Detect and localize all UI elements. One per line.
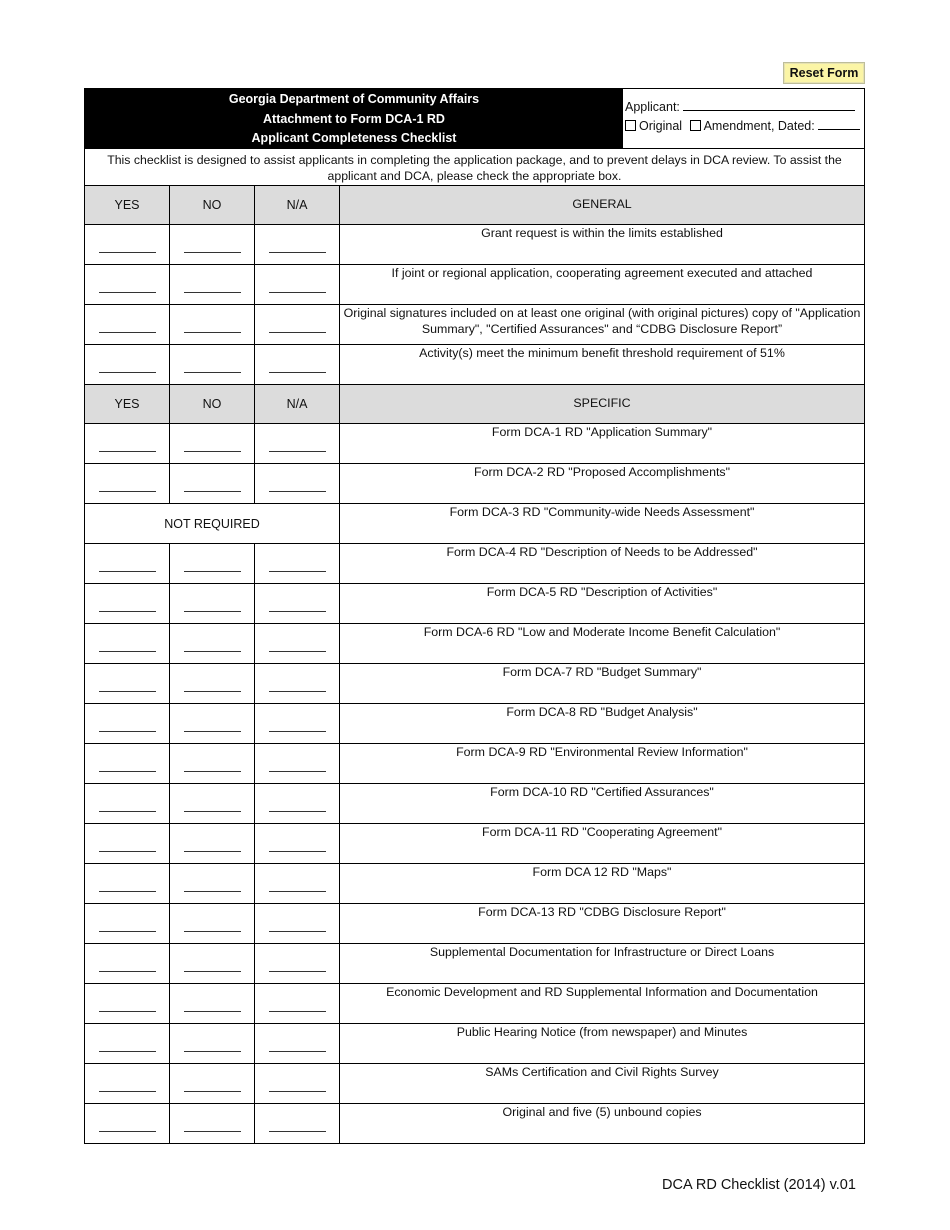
na-cell xyxy=(255,904,340,943)
na-cell xyxy=(255,424,340,463)
checklist-row xyxy=(85,904,864,944)
intro-text: This checklist is designed to assist applicants in completing the application package, and to prevent delays in DCA review. To assist the applicant and DCA, please check the appropriate box. xyxy=(85,148,864,186)
na-cell xyxy=(255,1104,340,1143)
item-description: Form DCA-13 RD "CDBG Disclosure Report" xyxy=(478,905,726,919)
checklist-row xyxy=(85,464,864,504)
footer-version: DCA RD Checklist (2014) v.01 xyxy=(662,1177,856,1193)
checklist-form xyxy=(84,88,865,1144)
yes-check-field[interactable] xyxy=(99,1051,156,1052)
yes-check-field[interactable] xyxy=(99,651,156,652)
item-description: Form DCA 12 RD "Maps" xyxy=(532,865,672,879)
item-description: Public Hearing Notice (from newspaper) and Minutes xyxy=(456,1025,748,1039)
applicant-label: Applicant: xyxy=(625,100,680,114)
checklist-row xyxy=(85,305,864,345)
no-check-field[interactable] xyxy=(184,1131,241,1132)
no-check-field[interactable] xyxy=(184,891,241,892)
na-check-field[interactable] xyxy=(269,1051,326,1052)
item-description: Form DCA-3 RD "Community-wide Needs Assessment" xyxy=(449,505,755,519)
yes-check-field[interactable] xyxy=(99,1131,156,1132)
na-check-field[interactable] xyxy=(269,611,326,612)
no-check-field[interactable] xyxy=(184,292,241,293)
na-check-field[interactable] xyxy=(269,891,326,892)
checklist-row xyxy=(85,824,864,864)
na-cell xyxy=(255,1024,340,1063)
checklist-row xyxy=(85,664,864,704)
yes-cell xyxy=(85,664,170,703)
checklist-row xyxy=(85,544,864,584)
no-check-field[interactable] xyxy=(184,372,241,373)
yes-cell xyxy=(85,904,170,943)
no-check-field[interactable] xyxy=(184,1091,241,1092)
title-line-1: Georgia Department of Community Affairs xyxy=(228,92,480,106)
na-cell xyxy=(255,624,340,663)
item-description: Form DCA-8 RD "Budget Analysis" xyxy=(506,705,698,719)
no-check-field[interactable] xyxy=(184,651,241,652)
checklist-row xyxy=(85,1104,864,1144)
checklist-row xyxy=(85,345,864,385)
column-no: NO xyxy=(170,385,255,423)
item-description: SAMs Certification and Civil Rights Survey xyxy=(485,1065,719,1079)
no-cell xyxy=(170,944,255,983)
yes-cell xyxy=(85,424,170,463)
column-no: NO xyxy=(170,186,255,224)
na-cell xyxy=(255,704,340,743)
item-description: Form DCA-1 RD "Application Summary" xyxy=(491,425,713,439)
no-cell xyxy=(170,744,255,783)
item-description: Activity(s) meet the minimum benefit threshold requirement of 51% xyxy=(419,346,785,360)
item-description: Form DCA-7 RD "Budget Summary" xyxy=(502,665,702,679)
yes-cell xyxy=(85,784,170,823)
item-description: If joint or regional application, cooperating agreement executed and attached xyxy=(391,266,813,280)
item-description: Form DCA-9 RD "Environmental Review Information" xyxy=(456,745,748,759)
section-title: SPECIFIC xyxy=(573,396,631,411)
yes-check-field[interactable] xyxy=(99,571,156,572)
no-cell xyxy=(170,345,255,384)
checklist-row xyxy=(85,1064,864,1104)
checklist-row xyxy=(85,225,864,265)
no-cell xyxy=(170,1104,255,1143)
amendment-checkbox[interactable] xyxy=(690,120,701,131)
na-check-field[interactable] xyxy=(269,252,326,253)
no-check-field[interactable] xyxy=(184,1011,241,1012)
na-check-field[interactable] xyxy=(269,292,326,293)
no-check-field[interactable] xyxy=(184,851,241,852)
yes-cell xyxy=(85,544,170,583)
na-cell xyxy=(255,1064,340,1103)
yes-cell xyxy=(85,225,170,264)
na-cell xyxy=(255,225,340,264)
yes-cell xyxy=(85,944,170,983)
checklist-row xyxy=(85,784,864,824)
yes-check-field[interactable] xyxy=(99,691,156,692)
checklist-row xyxy=(85,265,864,305)
yes-cell xyxy=(85,1104,170,1143)
no-cell xyxy=(170,1064,255,1103)
na-cell xyxy=(255,584,340,623)
yes-check-field[interactable] xyxy=(99,611,156,612)
na-cell xyxy=(255,345,340,384)
form-title xyxy=(85,89,623,148)
item-description: Economic Development and RD Supplemental Information and Documentation xyxy=(386,985,818,999)
checklist-row xyxy=(85,584,864,624)
na-check-field[interactable] xyxy=(269,491,326,492)
yes-check-field[interactable] xyxy=(99,891,156,892)
no-cell xyxy=(170,424,255,463)
na-check-field[interactable] xyxy=(269,931,326,932)
no-check-field[interactable] xyxy=(184,571,241,572)
item-description: Form DCA-4 RD "Description of Needs to be Addressed" xyxy=(446,545,758,559)
no-cell xyxy=(170,784,255,823)
checklist-row xyxy=(85,984,864,1024)
yes-cell xyxy=(85,984,170,1023)
no-cell xyxy=(170,624,255,663)
reset-form-button[interactable]: Reset Form xyxy=(783,62,865,84)
yes-cell xyxy=(85,345,170,384)
yes-check-field[interactable] xyxy=(99,252,156,253)
column-na: N/A xyxy=(255,186,340,224)
na-cell xyxy=(255,544,340,583)
yes-cell xyxy=(85,1024,170,1063)
na-check-field[interactable] xyxy=(269,571,326,572)
checklist-row xyxy=(85,944,864,984)
column-header-row xyxy=(85,186,864,225)
na-check-field[interactable] xyxy=(269,971,326,972)
na-check-field[interactable] xyxy=(269,1011,326,1012)
column-header-row xyxy=(85,385,864,424)
na-check-field[interactable] xyxy=(269,811,326,812)
no-check-field[interactable] xyxy=(184,771,241,772)
yes-check-field[interactable] xyxy=(99,851,156,852)
yes-check-field[interactable] xyxy=(99,292,156,293)
no-check-field[interactable] xyxy=(184,611,241,612)
na-cell xyxy=(255,664,340,703)
checklist-row xyxy=(85,744,864,784)
no-check-field[interactable] xyxy=(184,971,241,972)
applicant-field[interactable] xyxy=(683,98,855,111)
yes-check-field[interactable] xyxy=(99,1091,156,1092)
yes-check-field[interactable] xyxy=(99,1011,156,1012)
column-yes: YES xyxy=(85,385,170,423)
na-check-field[interactable] xyxy=(269,771,326,772)
column-na: N/A xyxy=(255,385,340,423)
yes-cell xyxy=(85,824,170,863)
na-cell xyxy=(255,464,340,503)
no-cell xyxy=(170,904,255,943)
checklist-row xyxy=(85,1024,864,1064)
no-check-field[interactable] xyxy=(184,332,241,333)
no-check-field[interactable] xyxy=(184,811,241,812)
yes-cell xyxy=(85,744,170,783)
item-description: Supplemental Documentation for Infrastructure or Direct Loans xyxy=(429,945,775,959)
yes-cell xyxy=(85,305,170,344)
item-description: Form DCA-10 RD "Certified Assurances" xyxy=(490,785,714,799)
no-cell xyxy=(170,704,255,743)
na-cell xyxy=(255,824,340,863)
no-check-field[interactable] xyxy=(184,1051,241,1052)
no-cell xyxy=(170,544,255,583)
item-description: Original signatures included on at least one original (with original pictures) copy of "Application Summary", "Certified Assurances" and “CDBG Disclosure Report” xyxy=(343,306,861,336)
na-check-field[interactable] xyxy=(269,691,326,692)
yes-cell xyxy=(85,624,170,663)
no-cell xyxy=(170,225,255,264)
na-cell xyxy=(255,744,340,783)
no-cell xyxy=(170,265,255,304)
yes-check-field[interactable] xyxy=(99,771,156,772)
no-cell xyxy=(170,824,255,863)
na-cell xyxy=(255,265,340,304)
section-title: GENERAL xyxy=(572,197,632,212)
item-description: Grant request is within the limits established xyxy=(481,226,723,240)
no-check-field[interactable] xyxy=(184,691,241,692)
na-check-field[interactable] xyxy=(269,731,326,732)
yes-check-field[interactable] xyxy=(99,931,156,932)
original-label: Original xyxy=(639,119,683,133)
item-description: Form DCA-6 RD "Low and Moderate Income Benefit Calculation" xyxy=(423,625,781,639)
na-check-field[interactable] xyxy=(269,332,326,333)
yes-check-field[interactable] xyxy=(99,451,156,452)
na-check-field[interactable] xyxy=(269,651,326,652)
no-cell xyxy=(170,984,255,1023)
yes-check-field[interactable] xyxy=(99,491,156,492)
no-cell xyxy=(170,1024,255,1063)
specific-section xyxy=(85,385,864,1144)
na-cell xyxy=(255,784,340,823)
na-cell xyxy=(255,864,340,903)
no-check-field[interactable] xyxy=(184,731,241,732)
item-description: Form DCA-11 RD "Cooperating Agreement" xyxy=(482,825,722,839)
general-section xyxy=(85,186,864,385)
yes-check-field[interactable] xyxy=(99,971,156,972)
title-line-2: Attachment to Form DCA-1 RD xyxy=(263,111,445,126)
na-check-field[interactable] xyxy=(269,851,326,852)
amendment-date-field[interactable] xyxy=(818,117,860,130)
title-line-3: Applicant Completeness Checklist xyxy=(251,131,457,145)
checklist-row xyxy=(85,504,864,544)
checklist-row xyxy=(85,624,864,664)
item-description: Form DCA-5 RD "Description of Activities" xyxy=(486,585,718,599)
no-cell xyxy=(170,864,255,903)
no-check-field[interactable] xyxy=(184,252,241,253)
yes-check-field[interactable] xyxy=(99,332,156,333)
yes-check-field[interactable] xyxy=(99,811,156,812)
yes-cell xyxy=(85,464,170,503)
na-check-field[interactable] xyxy=(269,1091,326,1092)
checklist-row xyxy=(85,864,864,904)
na-cell xyxy=(255,944,340,983)
no-cell xyxy=(170,584,255,623)
applicant-block xyxy=(623,89,864,148)
not-required-label: NOT REQUIRED xyxy=(85,504,340,543)
no-cell xyxy=(170,464,255,503)
yes-cell xyxy=(85,265,170,304)
no-cell xyxy=(170,305,255,344)
na-check-field[interactable] xyxy=(269,1131,326,1132)
na-check-field[interactable] xyxy=(269,372,326,373)
checklist-row xyxy=(85,424,864,464)
na-cell xyxy=(255,984,340,1023)
na-cell xyxy=(255,305,340,344)
form-header xyxy=(85,88,864,148)
yes-cell xyxy=(85,704,170,743)
item-description: Original and five (5) unbound copies xyxy=(502,1105,702,1119)
yes-cell xyxy=(85,864,170,903)
no-cell xyxy=(170,664,255,703)
no-check-field[interactable] xyxy=(184,491,241,492)
original-checkbox[interactable] xyxy=(625,120,636,131)
item-description: Form DCA-2 RD "Proposed Accomplishments" xyxy=(474,465,730,479)
yes-check-field[interactable] xyxy=(99,731,156,732)
no-check-field[interactable] xyxy=(184,931,241,932)
yes-check-field[interactable] xyxy=(99,372,156,373)
yes-cell xyxy=(85,584,170,623)
no-check-field[interactable] xyxy=(184,451,241,452)
checklist-row xyxy=(85,704,864,744)
column-yes: YES xyxy=(85,186,170,224)
amendment-label: Amendment, Dated: xyxy=(703,119,815,133)
yes-cell xyxy=(85,1064,170,1103)
na-check-field[interactable] xyxy=(269,451,326,452)
